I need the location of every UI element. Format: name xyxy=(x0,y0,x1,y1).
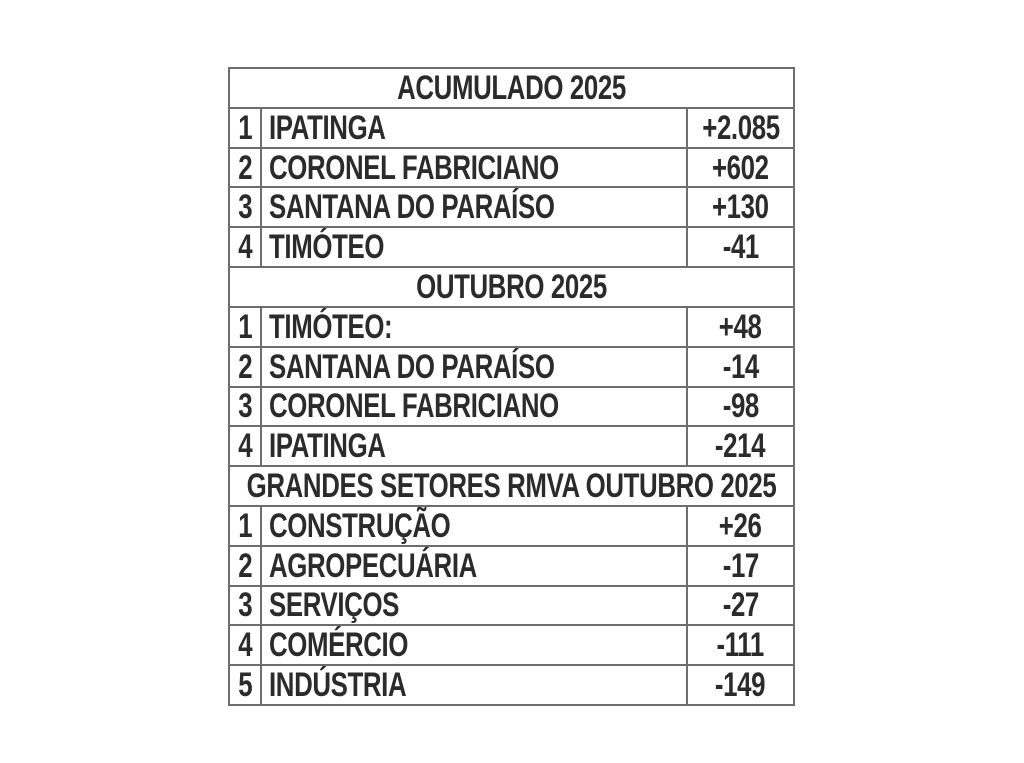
table-row xyxy=(230,107,793,147)
rank-text: 4 xyxy=(237,626,252,665)
value-cell xyxy=(686,149,793,187)
section-title: OUTUBRO 2025 xyxy=(416,267,607,306)
name-text: CORONEL FABRICIANO xyxy=(269,387,559,426)
name-cell xyxy=(260,308,686,346)
rank-cell xyxy=(230,149,260,187)
rank-cell xyxy=(230,547,260,585)
rank-text: 4 xyxy=(237,427,252,466)
name-text: SERVIÇOS xyxy=(269,586,400,625)
name-text: CORONEL FABRICIANO xyxy=(269,148,559,187)
rankings-table xyxy=(228,67,795,706)
rank-cell xyxy=(230,587,260,625)
rank-cell xyxy=(230,188,260,226)
table-row xyxy=(230,346,793,386)
value-text: +26 xyxy=(719,506,762,545)
rank-cell xyxy=(230,666,260,704)
rank-text: 2 xyxy=(237,347,252,386)
value-cell xyxy=(686,626,793,664)
rank-cell xyxy=(230,388,260,426)
name-cell xyxy=(260,427,686,465)
value-cell xyxy=(686,547,793,585)
value-text: -98 xyxy=(722,387,759,426)
value-cell xyxy=(686,228,793,266)
name-text: SANTANA DO PARAÍSO xyxy=(269,188,555,227)
section-header-acumulado xyxy=(230,69,793,107)
name-text: COMÉRCIO xyxy=(269,626,409,665)
rank-cell xyxy=(230,626,260,664)
rank-cell xyxy=(230,308,260,346)
rank-text: 1 xyxy=(237,108,252,147)
value-text: +2.085 xyxy=(701,108,780,147)
table-row xyxy=(230,147,793,187)
rank-text: 1 xyxy=(237,506,252,545)
name-cell xyxy=(260,109,686,147)
value-text: +602 xyxy=(712,148,769,187)
rank-text: 4 xyxy=(237,228,252,267)
name-cell xyxy=(260,626,686,664)
name-cell xyxy=(260,388,686,426)
value-cell xyxy=(686,587,793,625)
name-text: IPATINGA xyxy=(269,108,386,147)
name-cell xyxy=(260,348,686,386)
name-cell xyxy=(260,547,686,585)
value-cell xyxy=(686,308,793,346)
name-cell xyxy=(260,149,686,187)
rank-cell xyxy=(230,348,260,386)
value-text: -41 xyxy=(722,228,759,267)
name-text: INDÚSTRIA xyxy=(269,666,407,705)
table-row xyxy=(230,226,793,266)
section-title: ACUMULADO 2025 xyxy=(397,68,626,107)
section-header-outubro xyxy=(230,266,793,306)
table-row xyxy=(230,505,793,545)
rank-text: 2 xyxy=(237,148,252,187)
name-cell xyxy=(260,188,686,226)
rank-text: 3 xyxy=(237,188,252,227)
table-row xyxy=(230,624,793,664)
value-text: +130 xyxy=(712,188,769,227)
value-cell xyxy=(686,188,793,226)
value-text: +48 xyxy=(719,307,762,346)
table-row xyxy=(230,664,793,704)
rank-text: 3 xyxy=(237,387,252,426)
value-cell xyxy=(686,348,793,386)
rank-cell xyxy=(230,427,260,465)
table-row xyxy=(230,425,793,465)
table-row xyxy=(230,186,793,226)
name-cell xyxy=(260,228,686,266)
rank-text: 1 xyxy=(237,307,252,346)
value-cell xyxy=(686,388,793,426)
value-text: -149 xyxy=(715,666,766,705)
rank-cell xyxy=(230,507,260,545)
table-row xyxy=(230,585,793,625)
value-text: -27 xyxy=(722,586,759,625)
value-text: -14 xyxy=(722,347,759,386)
name-cell xyxy=(260,587,686,625)
table-row xyxy=(230,545,793,585)
section-header-grandes-setores xyxy=(230,465,793,505)
value-text: -214 xyxy=(715,427,766,466)
value-cell xyxy=(686,507,793,545)
table-row xyxy=(230,386,793,426)
rank-text: 3 xyxy=(237,586,252,625)
name-text: AGROPECUÁRIA xyxy=(269,546,477,585)
table-row xyxy=(230,306,793,346)
rank-cell xyxy=(230,228,260,266)
name-text: CONSTRUÇÃO xyxy=(269,506,451,545)
rank-text: 2 xyxy=(237,546,252,585)
value-text: -17 xyxy=(722,546,759,585)
section-title: GRANDES SETORES RMVA OUTUBRO 2025 xyxy=(246,467,777,506)
name-text: TIMÓTEO xyxy=(269,228,385,267)
rank-cell xyxy=(230,109,260,147)
value-cell xyxy=(686,427,793,465)
value-cell xyxy=(686,666,793,704)
value-text: -111 xyxy=(716,626,765,665)
rank-text: 5 xyxy=(237,666,252,705)
name-text: SANTANA DO PARAÍSO xyxy=(269,347,555,386)
name-cell xyxy=(260,666,686,704)
value-cell xyxy=(686,109,793,147)
name-cell xyxy=(260,507,686,545)
name-text: TIMÓTEO: xyxy=(269,307,393,346)
name-text: IPATINGA xyxy=(269,427,386,466)
